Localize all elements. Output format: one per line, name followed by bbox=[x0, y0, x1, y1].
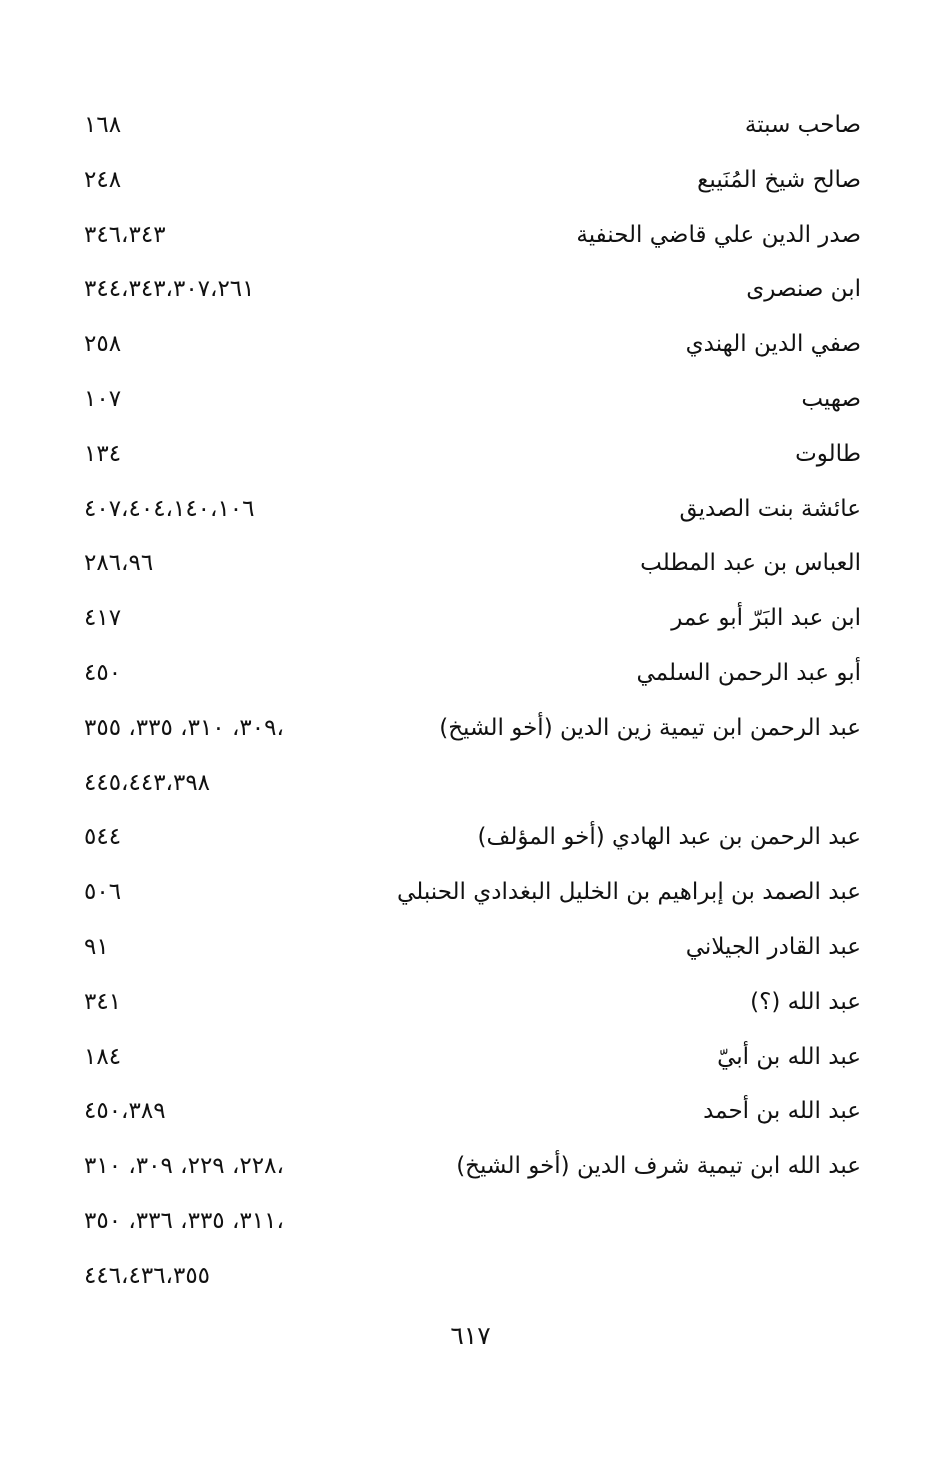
index-entry bbox=[0, 429, 941, 484]
entry-name: ابن صنصرى bbox=[746, 276, 861, 303]
entry-page-refs: ١٠٧ bbox=[84, 385, 122, 412]
entry-page-refs: ٢٥٨ bbox=[84, 331, 122, 358]
entry-page-refs: ٣١١، ٣٣٥، ٣٣٦، ٣٥٠، bbox=[84, 1207, 284, 1234]
entry-name: عبد الرحمن ابن تيمية زين الدين (أخو الشيخ) bbox=[439, 714, 861, 741]
index-entry bbox=[0, 867, 941, 922]
entry-page-refs: ٤٤٦،٤٣٦،٣٥٥ bbox=[84, 1262, 211, 1289]
entry-name: عبد الصمد بن إبراهيم بن الخليل البغدادي الحنبلي bbox=[397, 879, 861, 906]
index-entry bbox=[0, 100, 941, 155]
index-entry bbox=[0, 1141, 941, 1196]
index-entry bbox=[0, 210, 941, 265]
entry-name: عائشة بنت الصديق bbox=[679, 495, 861, 522]
entry-name: عبد القادر الجيلاني bbox=[685, 933, 861, 960]
entry-page-refs: ٤١٧ bbox=[84, 605, 122, 632]
entry-page-refs: ٢٢٨، ٢٢٩، ٣٠٩، ٣١٠، bbox=[84, 1153, 284, 1180]
entry-page-refs: ٤٤٥،٤٤٣،٣٩٨ bbox=[84, 769, 211, 796]
name-index-list bbox=[0, 100, 941, 1306]
index-entry bbox=[0, 538, 941, 593]
index-entry bbox=[0, 1086, 941, 1141]
entry-name: صفي الدين الهندي bbox=[685, 331, 861, 358]
entry-name: صهيب bbox=[801, 385, 861, 412]
entry-name: عبد الله بن أبيّ bbox=[717, 1043, 861, 1070]
index-entry bbox=[0, 1251, 941, 1306]
index-entry bbox=[0, 977, 941, 1032]
entry-page-refs: ٤٠٧،٤٠٤،١٤٠،١٠٦ bbox=[84, 495, 255, 522]
entry-page-refs: ٤٥٠،٣٨٩ bbox=[84, 1098, 166, 1125]
index-entry bbox=[0, 812, 941, 867]
index-entry bbox=[0, 374, 941, 429]
page-number: ٦١٧ bbox=[450, 1321, 491, 1350]
index-entry bbox=[0, 922, 941, 977]
index-entry bbox=[0, 155, 941, 210]
entry-name: العباس بن عبد المطلب bbox=[640, 550, 861, 577]
entry-page-refs: ٥٤٤ bbox=[84, 824, 122, 851]
entry-page-refs: ٢٨٦،٩٦ bbox=[84, 550, 154, 577]
entry-page-refs: ٥٠٦ bbox=[84, 879, 122, 906]
entry-page-refs: ١٦٨ bbox=[84, 112, 122, 138]
entry-page-refs: ٣٤١ bbox=[84, 988, 122, 1015]
index-entry bbox=[0, 758, 941, 813]
index-entry bbox=[0, 593, 941, 648]
entry-name: ابن عبد البَرّ أبو عمر bbox=[671, 605, 861, 632]
index-entry bbox=[0, 319, 941, 374]
entry-page-refs: ٤٥٠ bbox=[84, 659, 122, 686]
entry-name: صدر الدين علي قاضي الحنفية bbox=[576, 221, 861, 248]
entry-page-refs: ٣٤٤،٣٤٣،٣٠٧،٢٦١ bbox=[84, 276, 255, 303]
entry-name: عبد الله ابن تيمية شرف الدين (أخو الشيخ) bbox=[456, 1153, 861, 1180]
index-entry bbox=[0, 1196, 941, 1251]
entry-name: عبد الرحمن بن عبد الهادي (أخو المؤلف) bbox=[477, 824, 861, 851]
entry-name: عبد الله (؟) bbox=[750, 988, 861, 1015]
entry-name: أبو عبد الرحمن السلمي bbox=[636, 659, 861, 686]
entry-page-refs: ٢٤٨ bbox=[84, 166, 122, 193]
entry-name: صالح شيخ المُنَيبع bbox=[697, 166, 861, 193]
index-entry bbox=[0, 264, 941, 319]
entry-name: عبد الله بن أحمد bbox=[703, 1098, 861, 1125]
entry-page-refs: ١٣٤ bbox=[84, 440, 122, 467]
index-entry bbox=[0, 648, 941, 703]
entry-page-refs: ٣٠٩، ٣١٠، ٣٣٥، ٣٥٥، bbox=[84, 714, 284, 741]
index-entry bbox=[0, 484, 941, 539]
index-entry bbox=[0, 703, 941, 758]
entry-page-refs: ١٨٤ bbox=[84, 1043, 122, 1070]
index-entry bbox=[0, 1032, 941, 1087]
entry-name: طالوت bbox=[795, 440, 861, 467]
entry-page-refs: ٩١ bbox=[84, 933, 109, 960]
entry-name: صاحب سبتة bbox=[744, 112, 861, 138]
entry-page-refs: ٣٤٦،٣٤٣ bbox=[84, 221, 166, 248]
